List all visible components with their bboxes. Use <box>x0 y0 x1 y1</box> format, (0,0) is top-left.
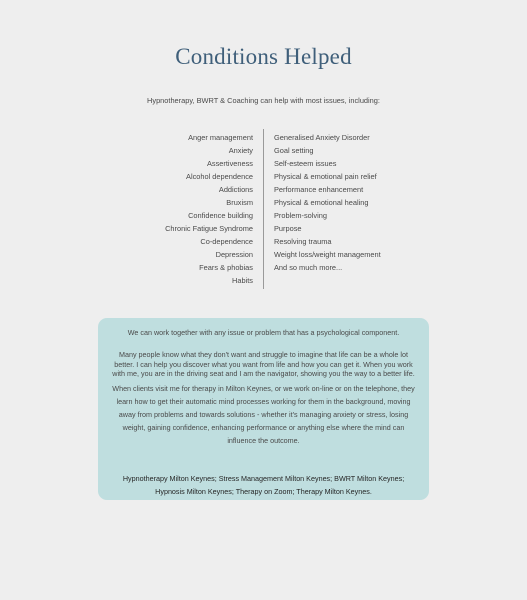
condition-item: Purpose <box>274 224 302 233</box>
condition-item: Alcohol dependence <box>186 172 253 181</box>
condition-item: Co-dependence <box>200 237 253 246</box>
info-paragraph: Many people know what they don't want and struggle to imagine that life can be a whole lot better. I can help you discover what you want from life and how you can get it. When you work with me, you are in the driving seat and I am the navigator, showing you the way to a better life. <box>112 350 415 379</box>
condition-item: Addictions <box>218 185 253 194</box>
condition-item: Fears & phobias <box>199 263 253 272</box>
condition-item: Confidence building <box>188 211 253 220</box>
condition-item: Bruxism <box>226 198 253 207</box>
condition-item: Physical & emotional pain relief <box>274 172 377 181</box>
condition-item: Weight loss/weight management <box>274 250 381 259</box>
condition-item: Generalised Anxiety Disorder <box>274 133 370 142</box>
condition-item: Anger management <box>188 133 253 142</box>
conditions-right-column <box>274 131 434 274</box>
column-divider <box>263 129 264 289</box>
condition-item: Chronic Fatigue Syndrome <box>165 224 253 233</box>
info-intro: We can work together with any issue or problem that has a psychological component. <box>127 328 400 337</box>
seo-keywords: Hypnotherapy Milton Keynes; Stress Management Milton Keynes; BWRT Milton Keynes; Hypnosis Milton Keynes; Therapy on Zoom; Therapy Milton Keynes. <box>122 473 405 496</box>
condition-item: Habits <box>232 276 253 285</box>
condition-item: Depression <box>215 250 253 259</box>
condition-item: Physical & emotional healing <box>274 198 369 207</box>
condition-item: Self-esteem issues <box>274 159 337 168</box>
conditions-left-column <box>140 131 253 287</box>
condition-item: Goal setting <box>274 146 314 155</box>
condition-item: Anxiety <box>228 146 253 155</box>
condition-item: Performance enhancement <box>274 185 364 194</box>
info-paragraph: When clients visit me for therapy in Milton Keynes, or we work on-line or on the telephone, they learn how to get their automatic mind processes working for them in the background, moving away from problems and towards solutions - whether it's managing anxiety or stress, losing weight, gaining confidence, enhancing performance or anything else where the mind can influence the outcome. <box>112 383 415 445</box>
info-box <box>98 318 429 500</box>
page-subtitle: Hypnotherapy, BWRT & Coaching can help with most issues, including: <box>147 96 380 105</box>
condition-item: Assertiveness <box>206 159 253 168</box>
condition-item: And so much more... <box>274 263 343 272</box>
condition-item: Resolving trauma <box>274 237 332 246</box>
page-title: Conditions Helped <box>175 44 352 69</box>
condition-item: Problem-solving <box>274 211 327 220</box>
